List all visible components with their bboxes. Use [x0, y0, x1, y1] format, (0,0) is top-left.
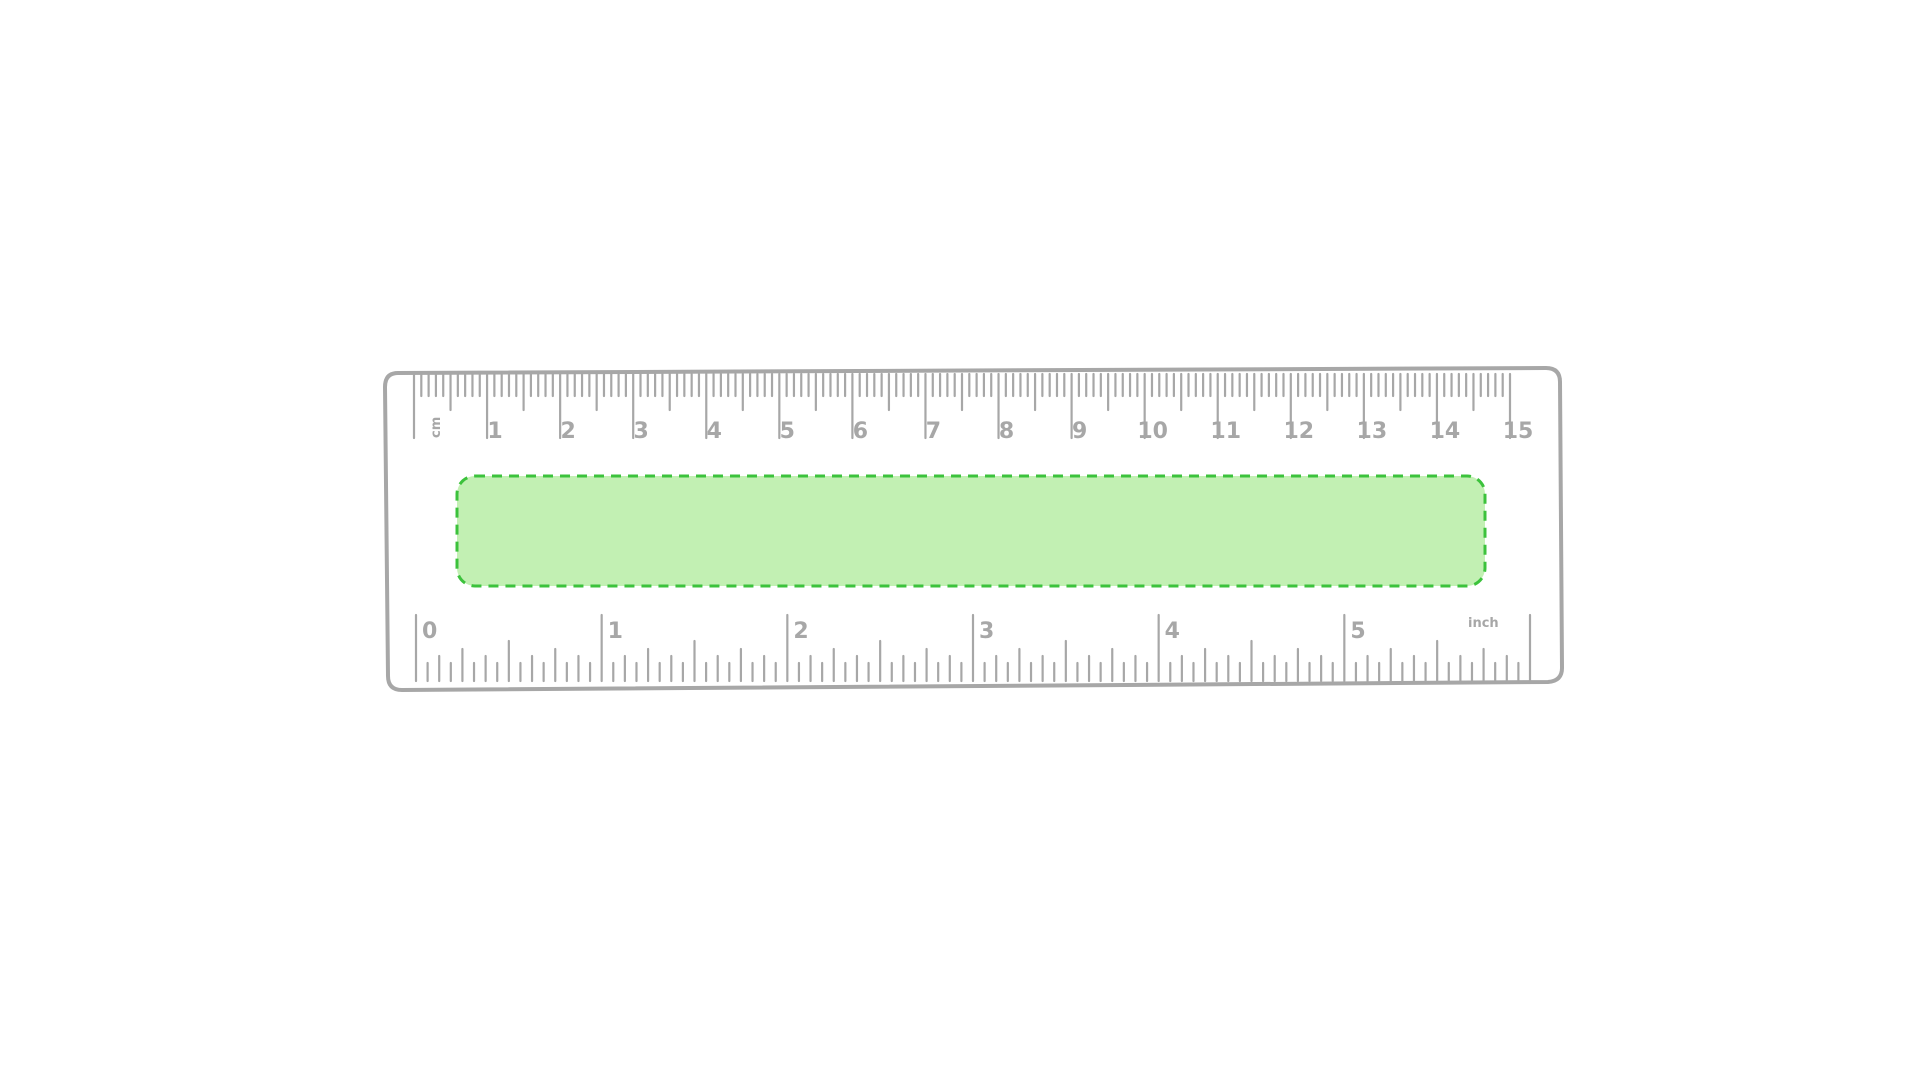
cm-label: 3: [633, 419, 649, 444]
cm-label: 2: [560, 419, 576, 444]
cm-label: 12: [1283, 419, 1315, 444]
inch-label: 5: [1350, 619, 1366, 644]
cm-label: 1: [487, 419, 503, 444]
cm-label: 10: [1137, 419, 1168, 444]
cm-label: 4: [706, 419, 722, 444]
inch-label: 2: [793, 619, 809, 644]
cm-label: 9: [1071, 419, 1088, 444]
cm-label: 5: [779, 419, 795, 444]
cm-label: 6: [852, 419, 869, 444]
cm-label: 11: [1210, 419, 1242, 444]
cm-scale-labels: [487, 419, 1533, 444]
cm-label: 7: [925, 419, 942, 444]
inch-label: 0: [422, 619, 438, 644]
inch-label: 4: [1164, 619, 1180, 644]
cm-unit-label: cm: [429, 416, 444, 438]
cm-label: 14: [1429, 419, 1461, 444]
cm-label: 15: [1502, 419, 1534, 444]
cm-label: 8: [998, 419, 1015, 444]
inch-label: 3: [979, 619, 995, 644]
inch-unit-label: inch: [1468, 616, 1499, 631]
cm-label: 13: [1356, 419, 1388, 444]
print-area: [457, 476, 1485, 586]
inch-label: 1: [607, 619, 623, 644]
